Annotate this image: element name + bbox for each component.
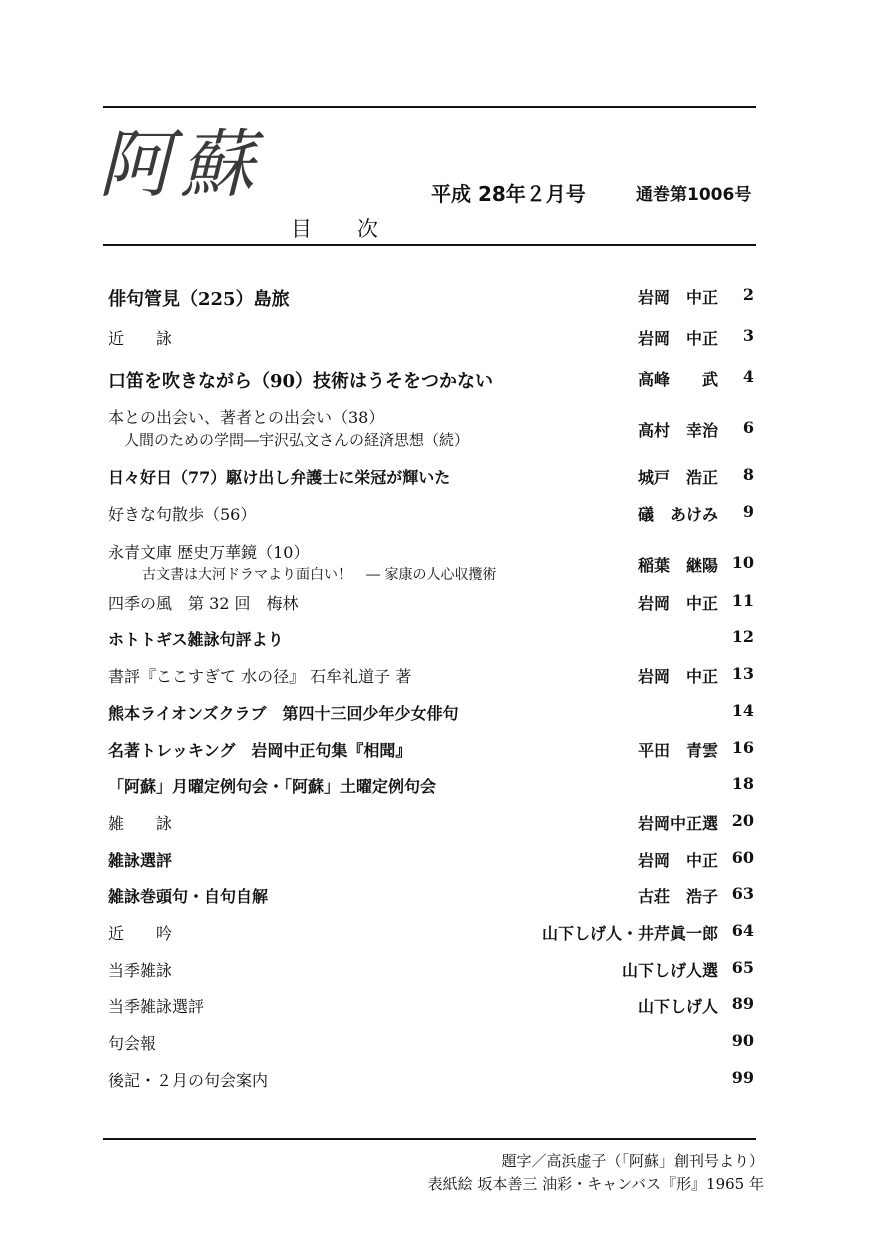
toc-entry[interactable]: [108, 367, 754, 391]
toc-entry[interactable]: [108, 540, 754, 590]
header-rule: [103, 244, 756, 246]
toc-entry-author: 岩岡 中正: [637, 667, 718, 686]
toc-entry-author: 岩岡 中正: [637, 288, 718, 307]
toc-entry-title: 近 吟: [108, 924, 173, 943]
toc-entry-author: 高村 幸治: [637, 421, 718, 440]
volume-number: 通巻第1006号: [636, 185, 752, 205]
toc-entry[interactable]: [108, 884, 754, 908]
toc-entry-author: 古荘 浩子: [637, 887, 718, 906]
toc-entry[interactable]: [108, 326, 754, 350]
toc-entry-title: 句会報: [108, 1034, 157, 1053]
toc-entry-title: 名著トレッキング 岩岡中正句集『相聞』: [108, 741, 412, 760]
toc-entry[interactable]: [108, 1031, 754, 1055]
toc-entry-title: 口笛を吹きながら（90）技術はうそをつかない: [108, 371, 494, 392]
toc-entry[interactable]: [108, 405, 754, 455]
toc-entry[interactable]: [108, 285, 754, 309]
toc-entry-title: 書評『ここすぎて 水の径』 石牟礼道子 著: [108, 667, 412, 686]
toc-entry-page: 89: [731, 994, 754, 1013]
toc-entry-page: 2: [742, 285, 754, 304]
toc-entry-title: 後記・２月の句会案内: [108, 1071, 269, 1090]
top-rule: [103, 106, 756, 108]
toc-entry-title: 日々好日（77）駆け出し弁護士に栄冠が輝いた: [108, 468, 451, 487]
toc-entry-page: 8: [742, 465, 754, 484]
toc-entry-page: 18: [731, 774, 754, 793]
toc-entry-page: 14: [731, 701, 754, 720]
toc-entry-page: 12: [731, 627, 754, 646]
toc-entry-author: 岩岡 中正: [637, 594, 718, 613]
toc-entry-page: 9: [742, 502, 754, 521]
toc-entry-title: 近 詠: [108, 329, 173, 348]
cover-art-credit: 表紙絵 坂本善三 油彩・キャンバス『形』1965 年: [427, 1175, 764, 1193]
toc-entry-page: 4: [742, 367, 754, 386]
toc-entry-title: 熊本ライオンズクラブ 第四十三回少年少女俳句: [108, 704, 459, 723]
toc-entry[interactable]: [108, 958, 754, 982]
toc-entry-author: 岩岡 中正: [637, 329, 718, 348]
toc-entry-title: 当季雑詠選評: [108, 997, 205, 1016]
toc-entry-title: 「阿蘇」月曜定例句会・「阿蘇」土曜定例句会: [108, 777, 437, 796]
toc-entry-page: 6: [742, 418, 754, 437]
toc-entry-title: 永青文庫 歴史万華鏡（10）: [108, 543, 310, 562]
toc-entry-subtitle: 古文書は大河ドラマより面白い！ ― 家康の人心収攬術: [142, 567, 497, 583]
toc-entry[interactable]: [108, 591, 754, 615]
toc-entry[interactable]: [108, 994, 754, 1018]
toc-entry-page: 90: [731, 1031, 754, 1050]
toc-entry-title: 好きな句散歩（56）: [108, 505, 257, 524]
toc-entry-author: 高峰 武: [637, 370, 718, 389]
toc-entry-page: 65: [731, 958, 754, 977]
toc-entry-page: 3: [742, 326, 754, 345]
toc-entry[interactable]: [108, 774, 754, 798]
title-calligraphy-credit: 題字／高浜虚子（「阿蘇」創刊号より）: [501, 1152, 764, 1170]
toc-entry[interactable]: [108, 738, 754, 762]
toc-entry-title: 四季の風 第 32 回 梅林: [108, 594, 299, 613]
magazine-logo: [98, 118, 288, 210]
toc-entry-page: 20: [731, 811, 754, 830]
toc-entry[interactable]: [108, 502, 754, 526]
toc-entry[interactable]: [108, 811, 754, 835]
toc-heading: 目 次: [291, 217, 390, 241]
toc-entry-title: 俳句管見（225）島旅: [108, 289, 290, 310]
toc-entry-author: 城戸 浩正: [637, 468, 718, 487]
toc-entry-title: 本との出会い、著者との出会い（38）: [108, 408, 385, 427]
toc-entry-page: 11: [731, 591, 754, 610]
toc-entry-author: 岩岡中正選: [637, 814, 718, 833]
toc-entry-page: 99: [731, 1068, 754, 1087]
toc-entry-author: 礒 あけみ: [637, 505, 718, 524]
issue-date: 平成 28年２月号: [431, 182, 586, 206]
toc-entry-author: 岩岡 中正: [637, 851, 718, 870]
toc-entry-page: 16: [731, 738, 754, 757]
toc-entry-page: 63: [731, 884, 754, 903]
toc-entry[interactable]: [108, 701, 754, 725]
toc-entry[interactable]: [108, 465, 754, 489]
toc-entry-author: 山下しげ人選: [621, 961, 718, 980]
toc-entry-title: 当季雑詠: [108, 961, 173, 980]
toc-entry[interactable]: [108, 664, 754, 688]
toc-entry-title: 雑 詠: [108, 814, 173, 833]
toc-entry-subtitle: 人間のための学問―宇沢弘文さんの経済思想（続）: [124, 431, 470, 449]
toc-entry[interactable]: [108, 921, 754, 945]
toc-entry-page: 60: [731, 848, 754, 867]
toc-entry-author: 平田 青雲: [637, 741, 718, 760]
toc-entry-page: 13: [731, 664, 754, 683]
toc-entry-author: 山下しげ人・井芹眞一郎: [541, 924, 718, 943]
toc-entry-title: 雑詠巻頭句・自句自解: [108, 887, 269, 906]
toc-entry-author: 山下しげ人: [637, 997, 718, 1016]
toc-entry-page: 64: [731, 921, 754, 940]
toc-entry-title: ホトトギス雑詠句評より: [108, 630, 284, 649]
logo-calligraphy: 阿蘇: [98, 122, 262, 208]
toc-entry-page: 10: [731, 553, 754, 572]
toc-entry[interactable]: [108, 1068, 754, 1092]
toc-entry-author: 稲葉 継陽: [637, 556, 718, 575]
toc-entry[interactable]: [108, 627, 754, 651]
toc-entry[interactable]: [108, 848, 754, 872]
toc-entry-title: 雑詠選評: [108, 851, 173, 870]
bottom-rule: [103, 1138, 756, 1140]
